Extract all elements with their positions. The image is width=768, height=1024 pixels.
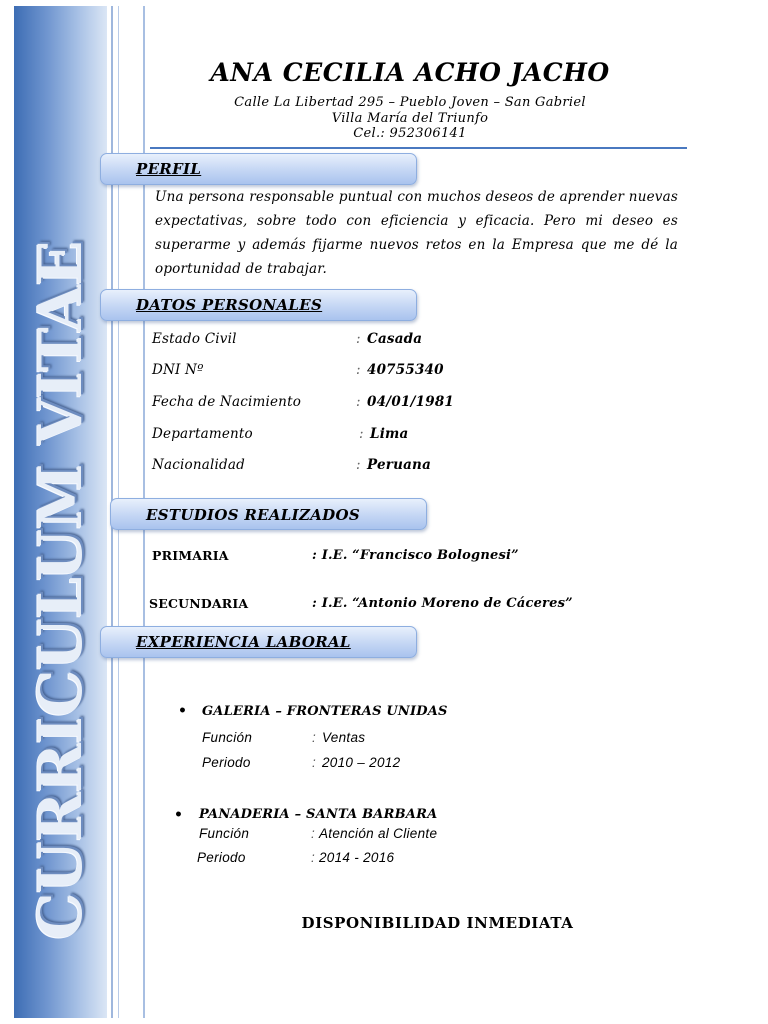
job-period: 2010 – 2012 — [322, 755, 401, 770]
candidate-name: ANA CECILIA ACHO JACHO — [210, 58, 610, 87]
field-label: Estado Civil — [152, 331, 237, 347]
education-school: : I.E. “Francisco Bolognesi” — [312, 548, 519, 563]
section-heading-perfil: PERFIL — [136, 160, 202, 178]
job-title: PANADERIA – SANTA BARBARA — [199, 807, 438, 822]
education-school: : I.E. “Antonio Moreno de Cáceres” — [312, 596, 573, 611]
field-value: Casada — [367, 331, 423, 347]
field-colon: : — [356, 394, 361, 410]
field-value: 04/01/1981 — [367, 394, 455, 410]
field-colon: : — [311, 850, 316, 865]
field-colon: : — [356, 457, 361, 473]
availability-note: DISPONIBILIDAD INMEDIATA — [301, 914, 574, 932]
section-heading-datos: DATOS PERSONALES — [136, 296, 323, 314]
job-period: 2014 - 2016 — [319, 850, 395, 865]
field-label: Nacionalidad — [152, 457, 245, 473]
address-line: Villa María del Triunfo — [331, 111, 489, 126]
perfil-text: Una persona responsable puntual con muchos deseos de aprender nuevas expectativas, sobre todo con eficiencia y eficacia. Pero mi deseo es superarme y además fijarme nuevos retos en la Empresa que me dé la oportunidad de trabajar. — [155, 189, 678, 277]
section-heading-experiencia: EXPERIENCIA LABORAL — [136, 633, 351, 651]
job-field-label: Función — [199, 826, 250, 841]
section-heading-estudios: ESTUDIOS REALIZADOS — [146, 506, 360, 524]
field-colon: : — [311, 826, 316, 841]
field-colon: : — [359, 426, 364, 442]
field-colon: : — [312, 730, 317, 745]
field-value: 40755340 — [367, 362, 444, 378]
field-label: Departamento — [152, 426, 253, 442]
field-label: DNI Nº — [152, 362, 204, 378]
field-colon: : — [356, 362, 361, 378]
job-field-label: Periodo — [202, 755, 251, 770]
bullet-icon: • — [174, 807, 183, 823]
phone-line: Cel.: 952306141 — [353, 126, 467, 141]
job-function: Atención al Cliente — [319, 826, 438, 841]
bullet-icon: • — [178, 703, 187, 719]
job-function: Ventas — [322, 730, 366, 745]
header-divider — [150, 147, 687, 149]
job-field-label: Función — [202, 730, 253, 745]
education-level: PRIMARIA — [152, 548, 229, 563]
education-level: SECUNDARIA — [149, 596, 249, 611]
field-colon: : — [312, 755, 317, 770]
address-line: Calle La Libertad 295 – Pueblo Joven – San Gabriel — [234, 95, 586, 110]
field-value: Peruana — [367, 457, 432, 473]
job-title: GALERIA – FRONTERAS UNIDAS — [202, 704, 448, 719]
field-label: Fecha de Nacimiento — [152, 394, 302, 410]
field-colon: : — [356, 331, 361, 347]
field-value: Lima — [370, 426, 409, 442]
vertical-title: CURRICULUM VITAE — [26, 241, 96, 940]
job-field-label: Periodo — [197, 850, 246, 865]
